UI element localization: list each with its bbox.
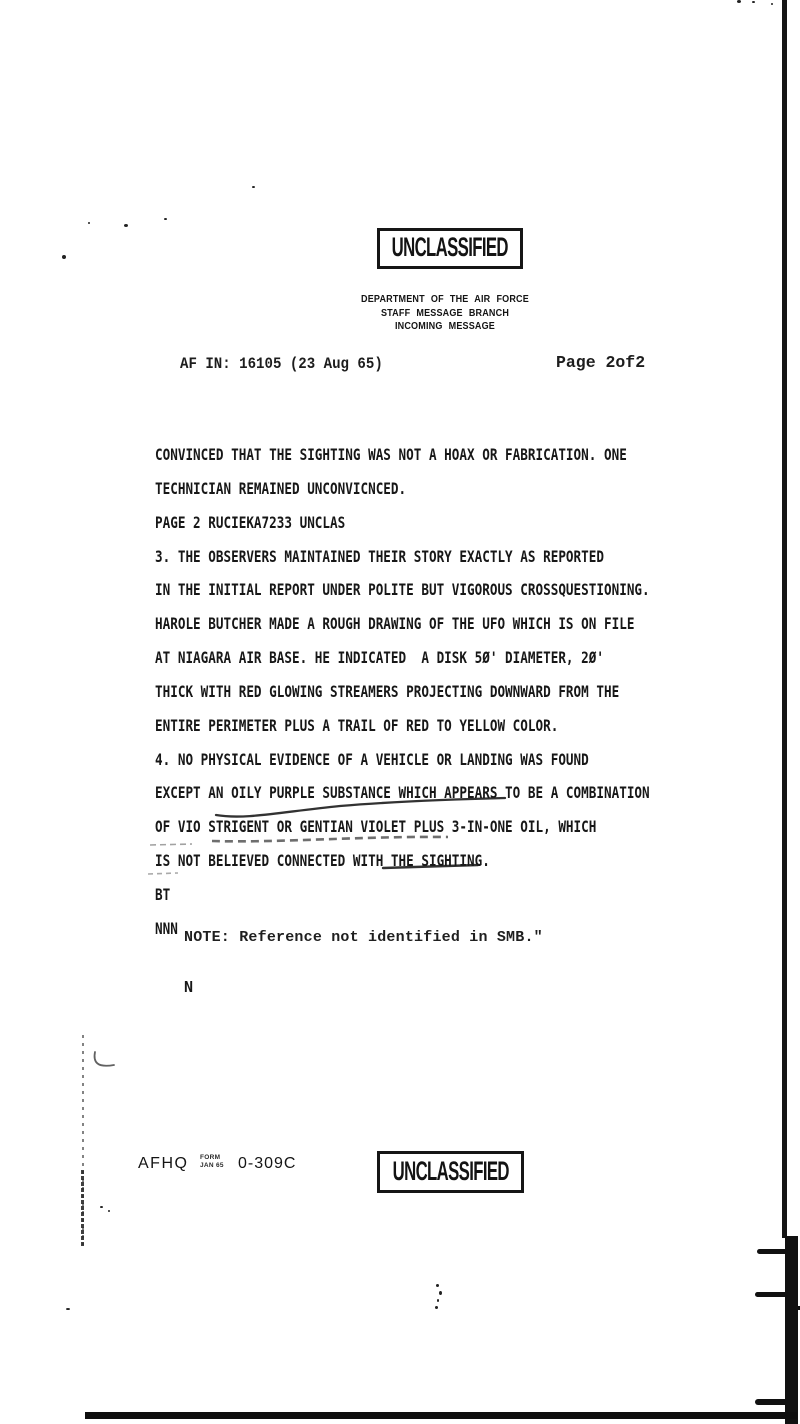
scan-speck <box>100 1206 103 1208</box>
letterhead <box>359 293 531 334</box>
scan-speck <box>88 222 90 224</box>
scan-speck <box>62 255 66 259</box>
af-in-reference: AF IN: 16105 (23 Aug 65) <box>180 355 383 373</box>
message-body <box>155 438 755 946</box>
message-line: EXCEPT AN OILY PURPLE SUBSTANCE WHICH APPEARS TO BE A COMBINATION <box>155 783 650 803</box>
scan-speck <box>164 218 167 220</box>
form-date: JAN 65 <box>200 1161 224 1169</box>
form-stack <box>200 1154 224 1169</box>
message-line: 3. THE OBSERVERS MAINTAINED THEIR STORY EXACTLY AS REPORTED <box>155 546 604 566</box>
unclassified-stamp-bottom <box>377 1151 524 1193</box>
scan-edge-bar <box>785 1236 798 1424</box>
scan-speck <box>737 0 741 3</box>
scan-edge-nub <box>794 1306 800 1310</box>
unclassified-stamp-top-text: UNCLASSIFIED <box>391 232 509 262</box>
letterhead-branch: STAFF MESSAGE BRANCH <box>380 306 510 319</box>
message-line: ENTIRE PERIMETER PLUS A TRAIL OF RED TO YELLOW COLOR. <box>155 715 559 735</box>
message-line: IN THE INITIAL REPORT UNDER POLITE BUT VIGOROUS CROSSQUESTIONING. <box>155 580 650 600</box>
scan-speck <box>439 1291 442 1295</box>
smb-note: NOTE: Reference not identified in SMB." <box>184 929 543 946</box>
form-label: FORM <box>200 1154 221 1161</box>
scan-speck <box>252 186 255 188</box>
scan-speck <box>752 1 755 3</box>
trailer-n: N <box>184 978 194 996</box>
scan-speck <box>66 1308 70 1310</box>
scan-speck <box>437 1299 439 1302</box>
scan-edge-line <box>782 0 787 1238</box>
scan-edge-tick <box>755 1292 791 1297</box>
message-line: TECHNICIAN REMAINED UNCONVICNCED. <box>155 478 407 498</box>
scan-speck <box>436 1284 439 1287</box>
scan-speck <box>124 224 128 227</box>
message-line: PAGE 2 RUCIEKA7233 UNCLAS <box>155 512 346 532</box>
page-number: Page 2of2 <box>556 353 646 372</box>
footer-org: AFHQ <box>138 1155 189 1172</box>
message-line-nnn: NNN <box>155 918 178 938</box>
message-line-bt: BT <box>155 884 171 904</box>
message-line: CONVINCED THAT THE SIGHTING WAS NOT A HOAX OR FABRICATION. ONE <box>155 445 627 464</box>
letterhead-department: DEPARTMENT OF THE AIR FORCE <box>361 293 529 305</box>
scan-bottom-bar <box>85 1412 797 1419</box>
message-line: OF VIO STRIGENT OR GENTIAN VIOLET PLUS 3-IN-ONE OIL, WHICH <box>155 817 597 837</box>
scan-edge-tick <box>755 1399 791 1405</box>
scan-edge-tick <box>757 1249 791 1254</box>
letterhead-message-type: INCOMING MESSAGE <box>394 320 496 333</box>
message-line: HAROLE BUTCHER MADE A ROUGH DRAWING OF THE UFO WHICH IS ON FILE <box>155 614 635 634</box>
unclassified-stamp-bottom-text: UNCLASSIFIED <box>392 1155 509 1186</box>
pen-curl-mark <box>95 1052 114 1066</box>
scan-speck <box>771 3 773 5</box>
message-line: 4. NO PHYSICAL EVIDENCE OF A VEHICLE OR LANDING WAS FOUND <box>155 749 589 769</box>
scan-dotted-margin-dark <box>81 1170 84 1246</box>
message-line: THICK WITH RED GLOWING STREAMERS PROJECTING DOWNWARD FROM THE <box>155 681 620 701</box>
scan-speck <box>108 1210 110 1212</box>
unclassified-stamp-top <box>377 228 523 269</box>
message-line: IS NOT BELIEVED CONNECTED WITH THE SIGHTING. <box>155 851 490 871</box>
form-number: 0-309C <box>238 1155 297 1172</box>
message-line: AT NIAGARA AIR BASE. HE INDICATED A DISK 5Ø' DIAMETER, 2Ø' <box>155 648 604 668</box>
scan-speck <box>435 1306 438 1309</box>
